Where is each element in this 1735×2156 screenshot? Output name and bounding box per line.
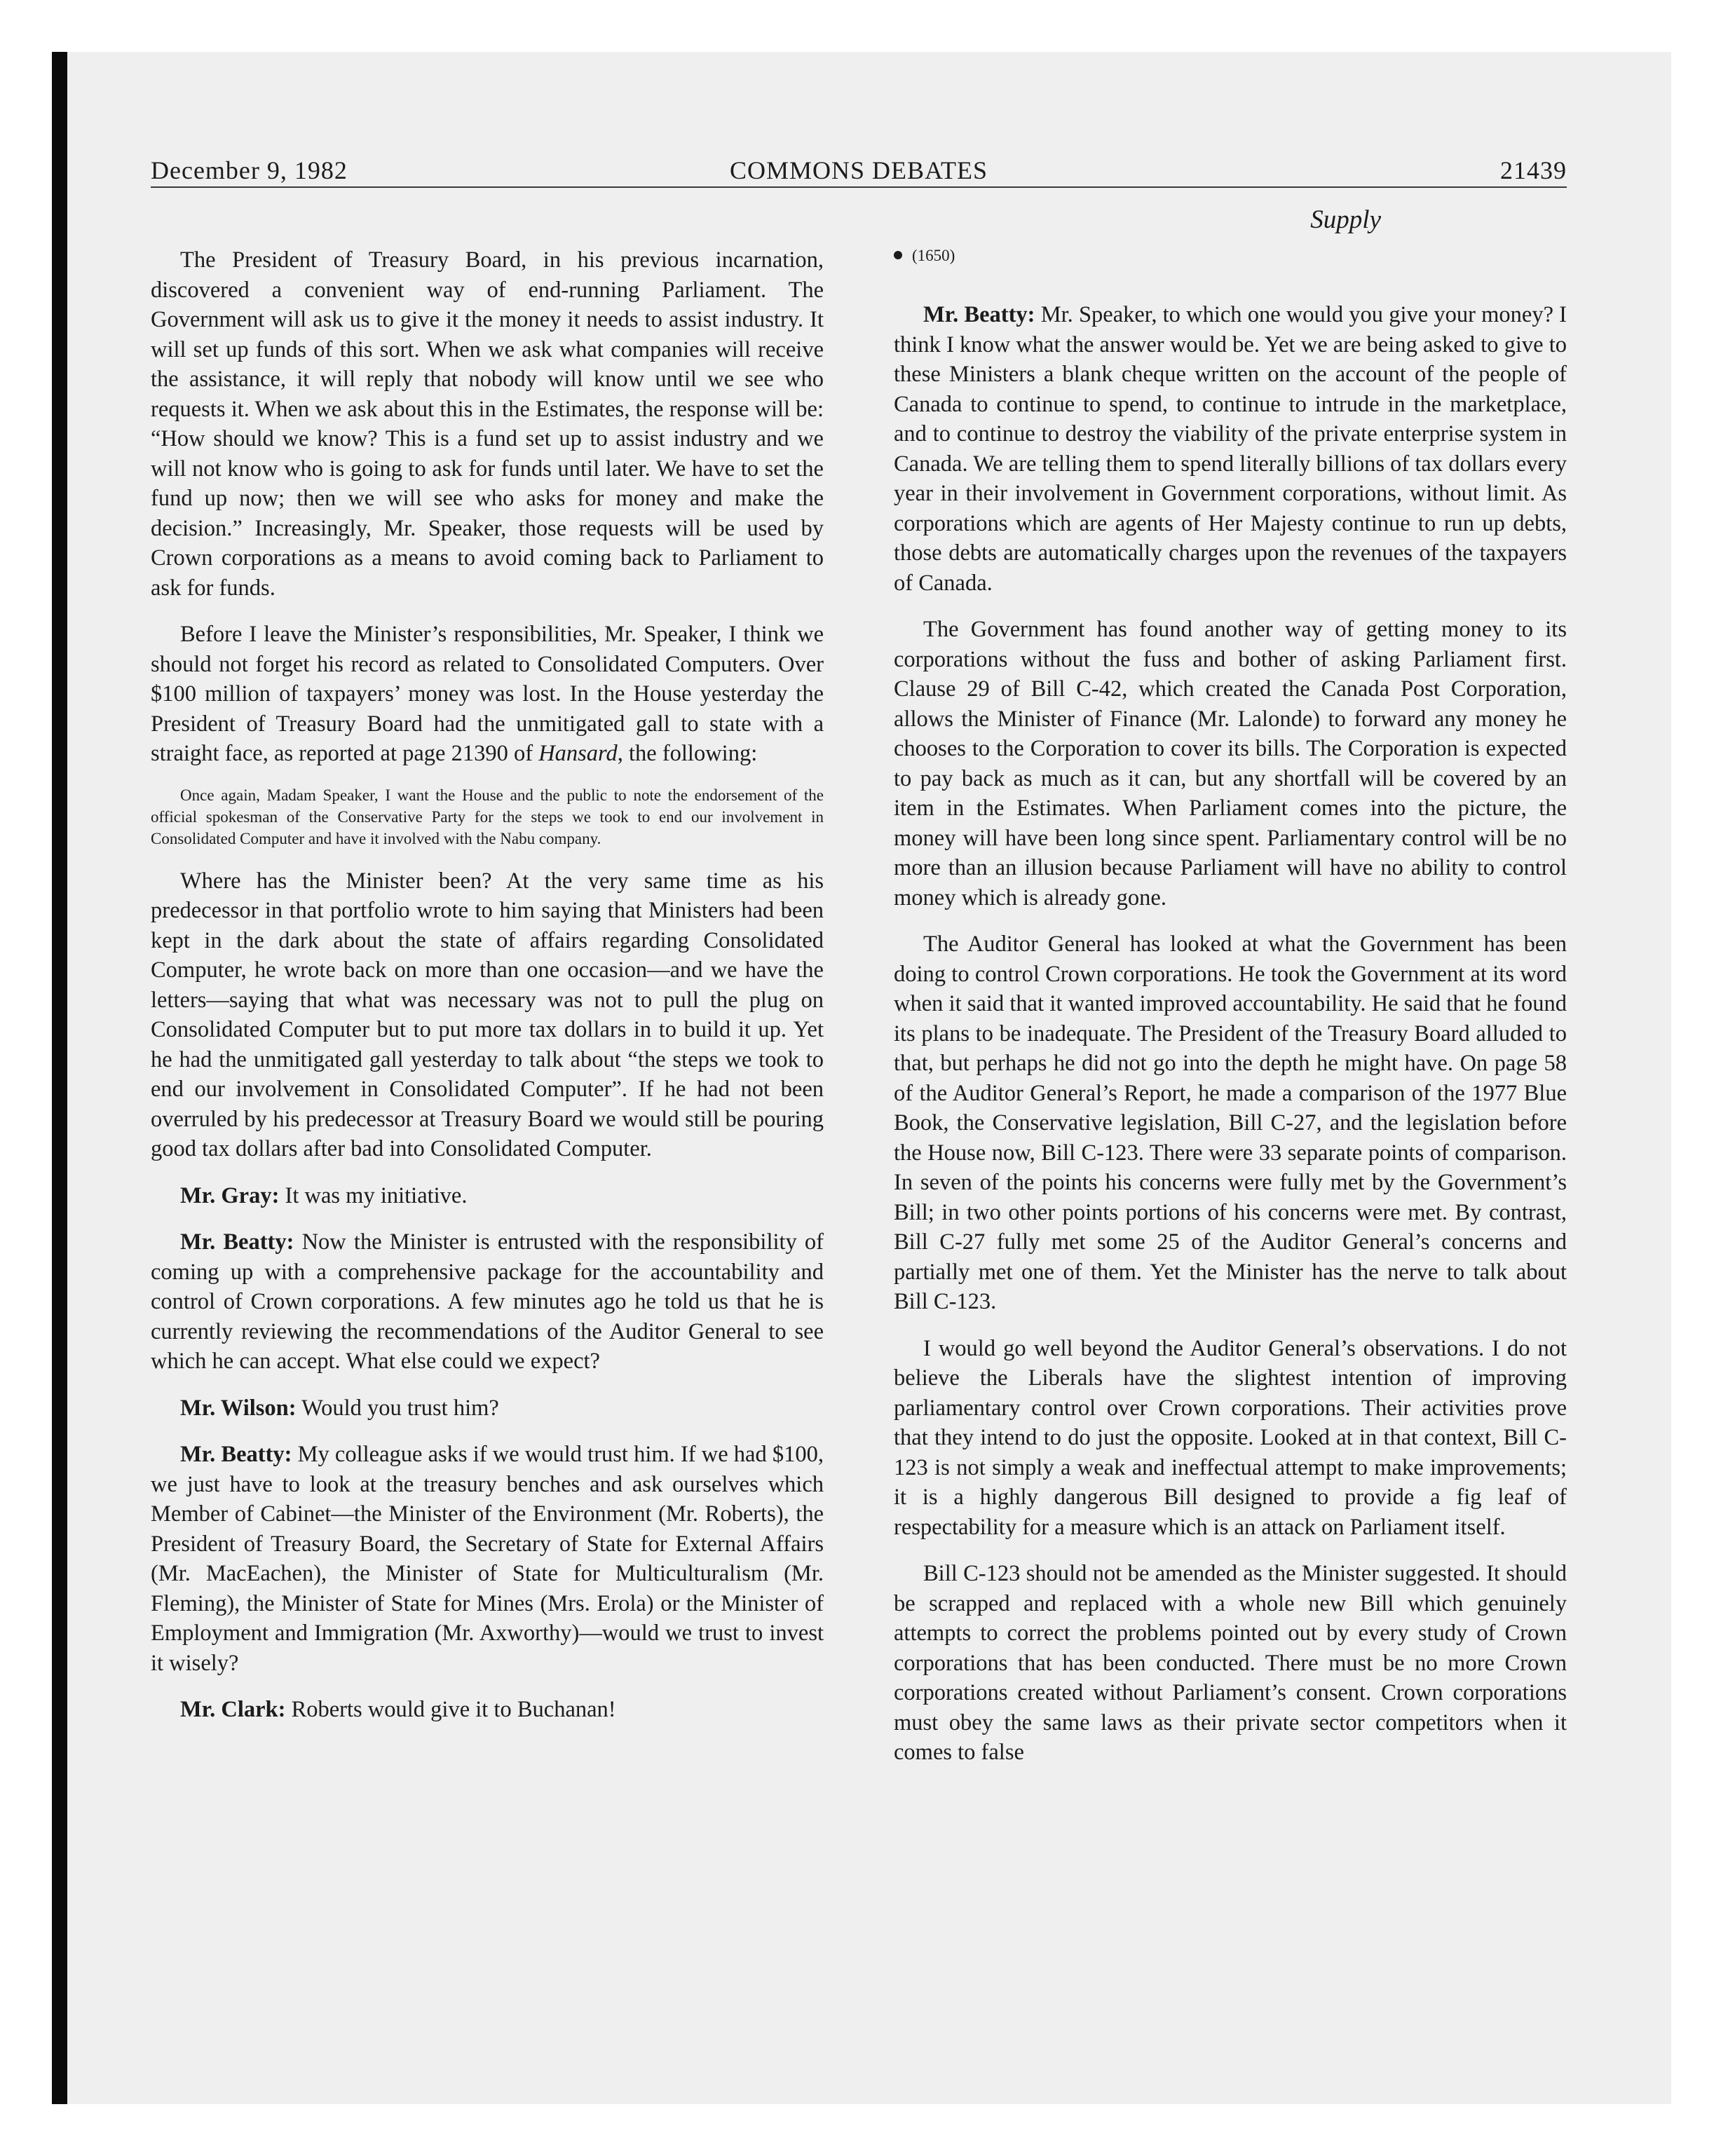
- speech-text: It was my initiative.: [279, 1182, 468, 1208]
- paragraph: The Government has found another way of getting money to its corporations without the fuss and bother of asking Parliament first. Clause 29 of Bill C-42, which created the Canada Post Corporation, allows the Minister of Finance (Mr. Lalonde) to forward any money he chooses to the Corporation to cover its bills. The Corporation is expected to pay back as much as it can, but any shortfall will be covered by an item in the Estimates. When Parliament comes into the picture, the money will have been long since spent. Parliamentary control will be no more than an illusion because Parliament will have no ability to control money which is already gone.: [894, 617, 1567, 910]
- paragraph: Bill C-123 should not be amended as the Minister suggested. It should be scrapped and replaced with a whole new Bill which genuinely attempts to correct the problems pointed out by every study of Crown corporations that has been conducted. There must be no more Crown corporations created without Parliament’s consent. Crown corporations must obey the same laws as their private sector competitors when it comes to false: [894, 1561, 1567, 1765]
- time-marker-text: (1650): [912, 247, 955, 264]
- paragraph-text: , the following:: [617, 741, 758, 766]
- right-column: [894, 245, 1567, 1768]
- speech: [151, 1393, 824, 1424]
- speaker-name: Mr. Wilson:: [180, 1395, 297, 1421]
- scan-binding-edge: [52, 52, 67, 2104]
- header-title: COMMONS DEBATES: [729, 156, 988, 184]
- speaker-name: Mr. Gray:: [180, 1182, 280, 1208]
- speech: [151, 1440, 824, 1678]
- paragraph: The President of Treasury Board, in his previous incarnation, discovered a convenient way of end-running Parliament. The Government will ask us to give it the money it needs to assist industry. It will set up funds of this sort. When we ask what companies will receive the assistance, it will reply that nobody will know until we see who requests it. When we ask about this in the Estimates, the response will be: “How should we know? This is a fund set up to assist industry and we will not know who is going to ask for funds until later. We have to set the fund up now; then we will see who asks for money and make the decision.” Increasingly, Mr. Speaker, those requests will be used by Crown corporations as a means to avoid coming back to Parliament to ask for funds.: [151, 247, 824, 601]
- page-number: 21439: [1500, 156, 1567, 184]
- speech-text: Mr. Speaker, to which one would you give your money? I think I know what the answer would be. Yet we are being asked to give to these Ministers a blank cheque written on the account of the people of Canada to continue to spend, to continue to intrude in the marketplace, and to continue to destroy the viability of the private enterprise system in Canada. We are telling them to spend literally billions of tax dollars every year in their involvement in Government corporations, without limit. As corporations which are agents of Her Majesty continue to run up debts, those debts are automatically charges upon the revenues of the taxpayers of Canada.: [894, 302, 1567, 596]
- time-marker: [894, 245, 1567, 266]
- block-quote: Once again, Madam Speaker, I want the House and the public to note the endorsement of the official spokesman of the Conservative Party for the steps we took to end our involvement in Consolidated Computer and have it involved with the Nabu company.: [151, 786, 824, 847]
- left-column: [151, 245, 824, 1725]
- speaker-name: Mr. Beatty:: [180, 1442, 292, 1467]
- section-heading: Supply: [1310, 205, 1381, 234]
- speech-text: Would you trust him?: [296, 1395, 499, 1421]
- paragraph-text: Before I leave the Minister’s responsibilities, Mr. Speaker, I think we should not forget his record as related to Consolidated Computers. Over $100 million of taxpayers’ money was lost. In the House yesterday the President of Treasury Board had the unmitigated gall to state with a straight face, as reported at page 21390 of: [151, 622, 824, 766]
- bullet-icon: [894, 251, 902, 259]
- speaker-name: Mr. Beatty:: [923, 302, 1035, 327]
- paragraph: The Auditor General has looked at what the Government has been doing to control Crown corporations. He took the Government at its word when it said that it wanted improved accountability. He said that he found its plans to be inadequate. The President of the Treasury Board alluded to that, but perhaps he did not go into the depth he might have. On page 58 of the Auditor General’s Report, he made a comparison of the 1977 Blue Book, the Conservative legislation, Bill C-27, and the legislation before the House now, Bill C-123. There were 33 separate points of comparison. In seven of the points his concerns were fully met by the Government’s Bill; in two other points portions of his concerns were met. By contrast, Bill C-27 fully met some 25 of the Auditor General’s concerns and partially met one of them. Yet the Minister has the nerve to talk about Bill C-123.: [894, 932, 1567, 1314]
- paragraph: I would go well beyond the Auditor General’s observations. I do not believe the Liberals have the slightest intention of improving parliamentary control over Crown corporations. Their activities prove that they intend to do just the opposite. Looked at in that context, Bill C-123 is not simply a weak and ineffectual attempt to make improvements; it is a highly dangerous Bill designed to provide a fig leaf of respectability for a measure which is an attack on Parliament itself.: [894, 1335, 1567, 1540]
- speaker-name: Mr. Beatty:: [180, 1229, 294, 1255]
- publication-name: Hansard: [538, 741, 618, 766]
- speech: [151, 1181, 824, 1211]
- speech-text: Now the Minister is entrusted with the responsibility of coming up with a comprehensive package for the accountability and control of Crown corporations. A few minutes ago he told us that he is currently reviewing the recommendations of the Auditor General to see which he can accept. What else could we expect?: [151, 1229, 824, 1374]
- speech-text: Roberts would give it to Buchanan!: [285, 1697, 616, 1722]
- paragraph: Where has the Minister been? At the very same time as his predecessor in that portfolio wrote to him saying that Ministers had been kept in the dark about the state of affairs regarding Consolidated Computer, he wrote back on more than one occasion—and we have the letters—saying that what was necessary was not to pull the plug on Consolidated Computer but to put more tax dollars in to build it up. Yet he had the unmitigated gall yesterday to talk about “the steps we took to end our involvement in Consolidated Computer”. If he had not been overruled by his predecessor at Treasury Board we would still be pouring good tax dollars after bad into Consolidated Computer.: [151, 868, 824, 1161]
- header-rule: [151, 186, 1567, 188]
- speech-text: My colleague asks if we would trust him. If we had $100, we just have to look at the treasury benches and ask ourselves which Member of Cabinet—the Minister of the Environment (Mr. Roberts), the President of Treasury Board, the Secretary of State for External Affairs (Mr. MacEachen), the Minister of State for Multiculturalism (Mr. Fleming), the Minister of State for Mines (Mrs. Erola) or the Minister of Employment and Immigration (Mr. Axworthy)—would we trust to invest it wisely?: [151, 1442, 824, 1676]
- speaker-name: Mr. Clark:: [180, 1697, 286, 1722]
- paragraph: [151, 620, 824, 769]
- speech: [894, 300, 1567, 598]
- speech: [151, 1695, 824, 1725]
- speech: [151, 1227, 824, 1377]
- header-date: December 9, 1982: [151, 156, 348, 184]
